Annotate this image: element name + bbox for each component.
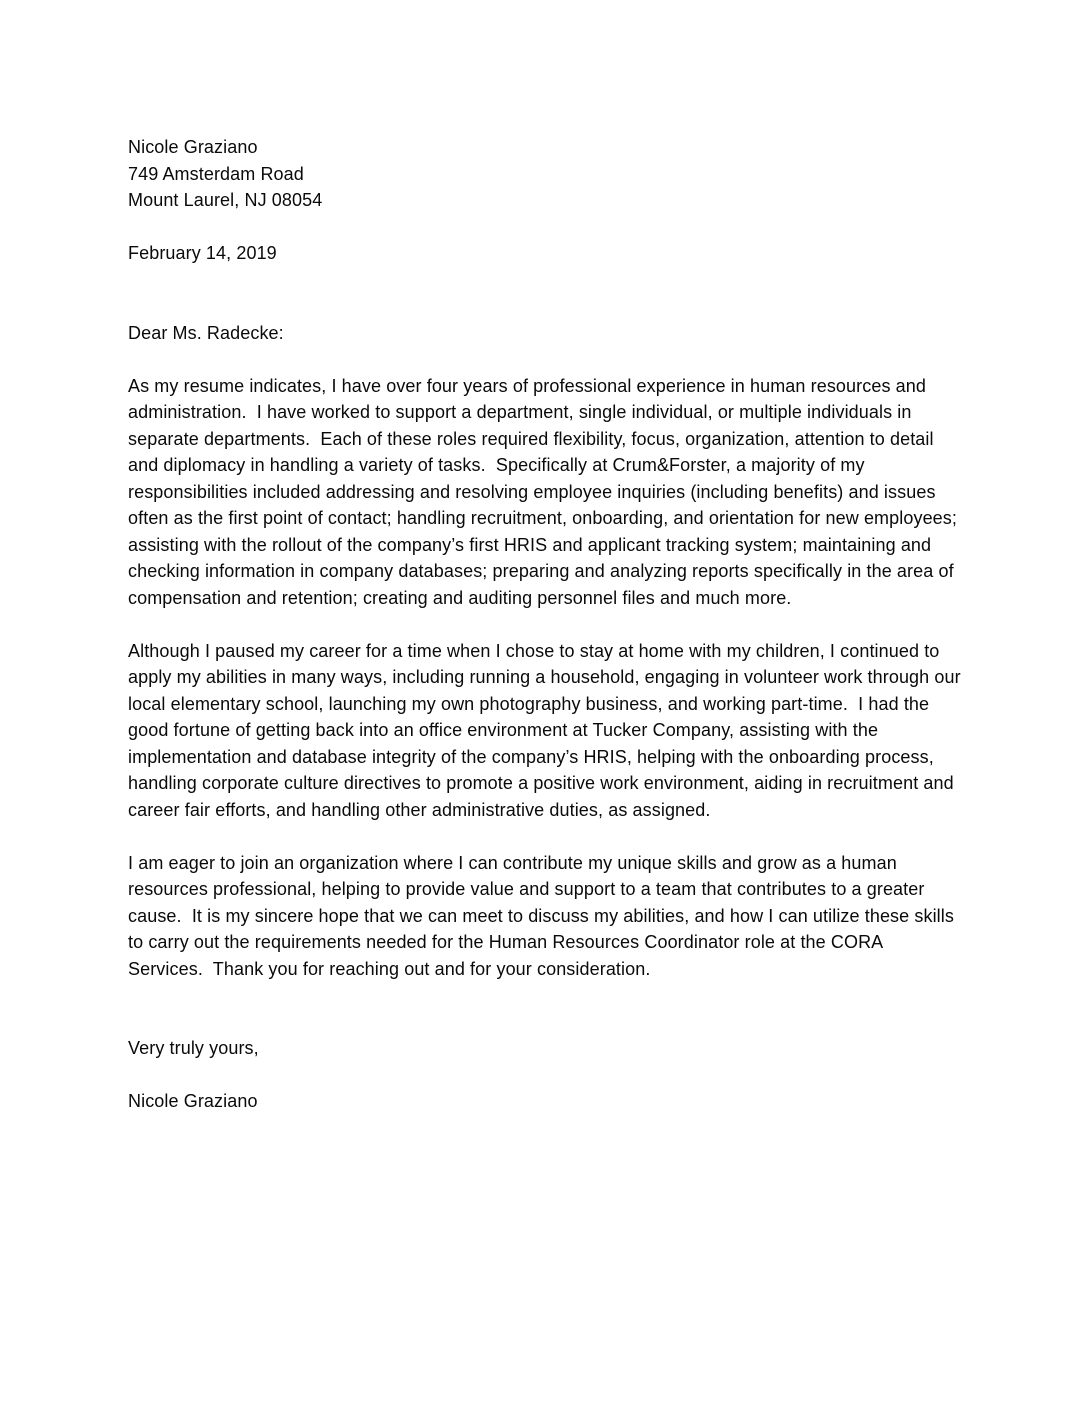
sender-address-block	[128, 134, 962, 214]
closing: Very truly yours,	[128, 1038, 259, 1058]
cover-letter	[128, 134, 966, 1115]
body-paragraph-3: I am eager to join an organization where I can contribute my unique skills and grow as a human resources professional, helping to provide value and support to a team that contributes to a greater cause. It is my sincere hope that we can meet to discuss my abilities, and how I can utilize these skills to carry out the requirements needed for the Human Resources Coordinator role at the CORA Services. Thank you for reaching out and for your consideration.	[128, 852, 960, 979]
salutation: Dear Ms. Radecke:	[128, 322, 284, 343]
sender-name: Nicole Graziano	[128, 137, 258, 157]
body-paragraph-2: Although I paused my career for a time when I chose to stay at home with my children, I continued to apply my abilities in many ways, including running a household, engaging in volunteer work through our local elementary school, launching my own photography business, and working part-time. I had the good fortune of getting back into an office environment at Tucker Company, assisting with the implementation and database integrity of the company’s HRIS, helping with the onboarding process, handling corporate culture directives to promote a positive work environment, aiding in recruitment and career fair efforts, and handling other administrative duties, as assigned.	[128, 640, 966, 820]
body-paragraph-1: As my resume indicates, I have over four years of professional experience in human resources and administration. I have worked to support a department, single individual, or multiple individuals in separate departments. Each of these roles required flexibility, focus, organization, attention to detail and diplomacy in handling a variety of tasks. Specifically at Crum&Forster, a majority of my responsibilities included addressing and resolving employee inquiries (including benefits) and issues often as the first point of contact; handling recruitment, onboarding, and orientation for new employees; assisting with the rollout of the company’s first HRIS and applicant tracking system; maintaining and checking information in company databases; preparing and analyzing reports specifically in the area of compensation and retention; creating and auditing personnel files and much more.	[128, 375, 963, 608]
signature-name: Nicole Graziano	[128, 1091, 258, 1111]
sender-street: 749 Amsterdam Road	[128, 163, 304, 184]
sender-city-state-zip: Mount Laurel, NJ 08054	[128, 190, 323, 210]
letter-date: February 14, 2019	[128, 243, 277, 263]
